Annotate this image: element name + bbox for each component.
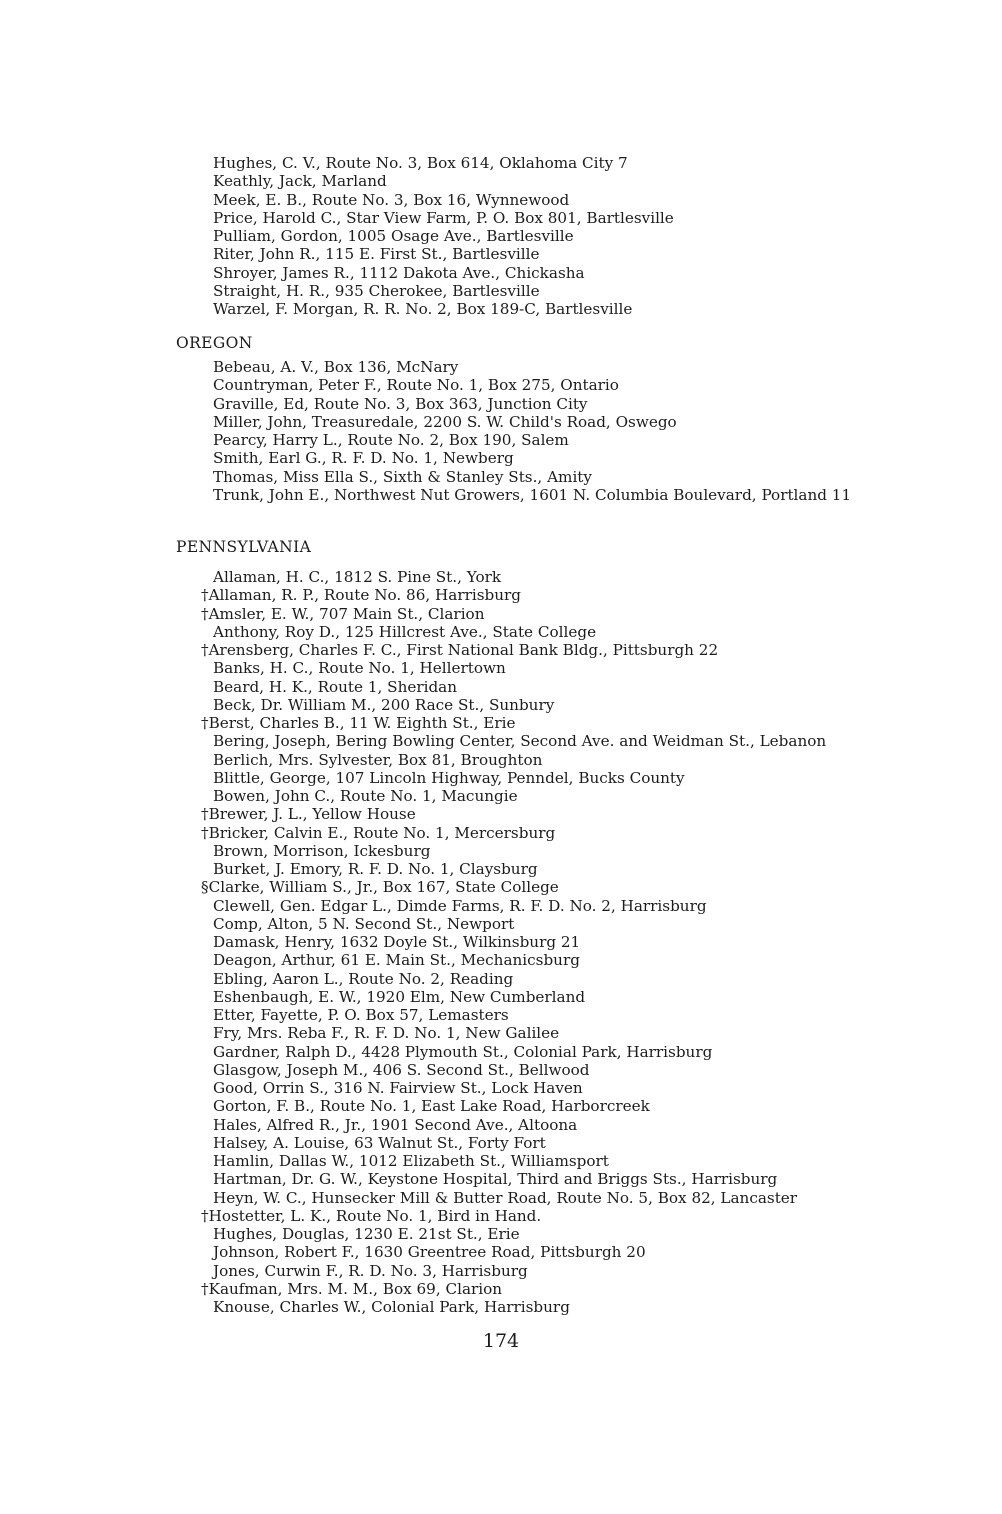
list-item: Banks, H. C., Route No. 1, Hellertown: [213, 659, 506, 678]
section-pennsylvania: [176, 538, 976, 1316]
list-item: Trunk, John E., Northwest Nut Growers, 1601 N. Columbia Boulevard, Portland 11: [213, 485, 852, 504]
list-item: Eshenbaugh, E. W., 1920 Elm, New Cumberland: [213, 987, 586, 1006]
list-item: Keathly, Jack, Marland: [213, 172, 387, 191]
list-item: Hamlin, Dallas W., 1012 Elizabeth St., Williamsport: [213, 1152, 609, 1170]
list-item: †Arensberg, Charles F. C., First National Bank Bldg., Pittsburgh 22: [201, 641, 719, 659]
list-item: §Clarke, William S., Jr., Box 167, State College: [201, 878, 559, 897]
list-item: Hartman, Dr. G. W., Keystone Hospital, Third and Briggs Sts., Harrisburg: [213, 1170, 778, 1189]
list-item: †Hostetter, L. K., Route No. 1, Bird in Hand.: [201, 1206, 542, 1225]
list-item: Fry, Mrs. Reba F., R. F. D. No. 1, New Galilee: [213, 1024, 560, 1043]
list-item: Smith, Earl G., R. F. D. No. 1, Newberg: [213, 449, 514, 468]
list-item: Riter, John R., 115 E. First St., Bartlesville: [213, 245, 540, 264]
list-item: Graville, Ed, Route No. 3, Box 363, Junction City: [213, 394, 588, 413]
list-item: Blittle, George, 107 Lincoln Highway, Penndel, Bucks County: [213, 768, 685, 787]
list-item: Meek, E. B., Route No. 3, Box 16, Wynnewood: [213, 190, 570, 209]
list-item: Price, Harold C., Star View Farm, P. O. Box 801, Bartlesville: [213, 208, 674, 227]
list-item: †Brewer, J. L., Yellow House: [201, 805, 416, 824]
list-item: Pearcy, Harry L., Route No. 2, Box 190, Salem: [213, 431, 569, 449]
list-item: †Kaufman, Mrs. M. M., Box 69, Clarion: [201, 1279, 503, 1298]
list-item: Thomas, Miss Ella S., Sixth & Stanley Sts., Amity: [213, 467, 592, 486]
list-item: †Berst, Charles B., 11 W. Eighth St., Erie: [201, 714, 516, 732]
list-item: Allaman, H. C., 1812 S. Pine St., York: [213, 568, 502, 586]
list-item: Berlich, Mrs. Sylvester, Box 81, Broughton: [213, 750, 543, 769]
list-item: Glasgow, Joseph M., 406 S. Second St., Bellwood: [213, 1060, 590, 1079]
list-item: †Amsler, E. W., 707 Main St., Clarion: [201, 604, 485, 623]
list-item: Gorton, F. B., Route No. 1, East Lake Road, Harborcreek: [213, 1097, 650, 1116]
list-item: Hughes, C. V., Route No. 3, Box 614, Oklahoma City 7: [213, 154, 628, 172]
entry-list: [176, 568, 976, 1316]
page-number: 174: [482, 1330, 520, 1352]
list-item: Warzel, F. Morgan, R. R. No. 2, Box 189-C, Bartlesville: [213, 300, 633, 318]
list-item: Jones, Curwin F., R. D. No. 3, Harrisburg: [213, 1261, 528, 1280]
section-heading: OREGON: [176, 334, 253, 352]
list-item: Hughes, Douglas, 1230 E. 21st St., Erie: [213, 1225, 520, 1243]
list-item: Johnson, Robert F., 1630 Greentree Road, Pittsburgh 20: [213, 1243, 646, 1262]
list-item: Straight, H. R., 935 Cherokee, Bartlesville: [213, 281, 540, 300]
list-item: Deagon, Arthur, 61 E. Main St., Mechanicsburg: [213, 951, 580, 970]
list-item: Brown, Morrison, Ickesburg: [213, 841, 431, 860]
entry-list: [176, 358, 976, 504]
list-item: Pulliam, Gordon, 1005 Osage Ave., Bartlesville: [213, 227, 574, 245]
list-item: Beard, H. K., Route 1, Sheridan: [213, 677, 458, 696]
list-item: Heyn, W. C., Hunsecker Mill & Butter Road, Route No. 5, Box 82, Lancaster: [213, 1188, 798, 1207]
list-item: Bering, Joseph, Bering Bowling Center, Second Ave. and Weidman St., Lebanon: [213, 732, 827, 751]
list-item: Gardner, Ralph D., 4428 Plymouth St., Colonial Park, Harrisburg: [213, 1042, 713, 1061]
list-item: Ebling, Aaron L., Route No. 2, Reading: [213, 969, 514, 988]
list-item: Etter, Fayette, P. O. Box 57, Lemasters: [213, 1006, 509, 1024]
list-item: Knouse, Charles W., Colonial Park, Harrisburg: [213, 1298, 570, 1316]
list-item: †Bricker, Calvin E., Route No. 1, Mercersburg: [201, 823, 556, 842]
list-item: Miller, John, Treasuredale, 2200 S. W. Child's Road, Oswego: [213, 412, 677, 431]
list-item: Clewell, Gen. Edgar L., Dimde Farms, R. F. D. No. 2, Harrisburg: [213, 896, 707, 915]
list-item: Beck, Dr. William M., 200 Race St., Sunbury: [213, 695, 555, 714]
list-item: Burket, J. Emory, R. F. D. No. 1, Claysburg: [213, 860, 538, 878]
list-item: Shroyer, James R., 1112 Dakota Ave., Chickasha: [213, 263, 585, 282]
entry-list: [176, 154, 976, 318]
section-oregon: [176, 334, 976, 504]
section-oklahoma-continued: [176, 154, 976, 318]
list-item: Halsey, A. Louise, 63 Walnut St., Forty Fort: [213, 1133, 546, 1152]
list-item: Hales, Alfred R., Jr., 1901 Second Ave., Altoona: [213, 1115, 578, 1134]
list-item: Damask, Henry, 1632 Doyle St., Wilkinsburg 21: [213, 933, 581, 951]
list-item: Bebeau, A. V., Box 136, McNary: [213, 358, 459, 376]
list-item: Countryman, Peter F., Route No. 1, Box 275, Ontario: [213, 376, 619, 395]
section-heading: PENNSYLVANIA: [176, 538, 312, 556]
list-item: †Allaman, R. P., Route No. 86, Harrisburg: [201, 586, 521, 605]
list-item: Anthony, Roy D., 125 Hillcrest Ave., State College: [213, 622, 597, 641]
list-item: Good, Orrin S., 316 N. Fairview St., Lock Haven: [213, 1079, 583, 1097]
list-item: Bowen, John C., Route No. 1, Macungie: [213, 787, 518, 805]
list-item: Comp, Alton, 5 N. Second St., Newport: [213, 914, 515, 933]
